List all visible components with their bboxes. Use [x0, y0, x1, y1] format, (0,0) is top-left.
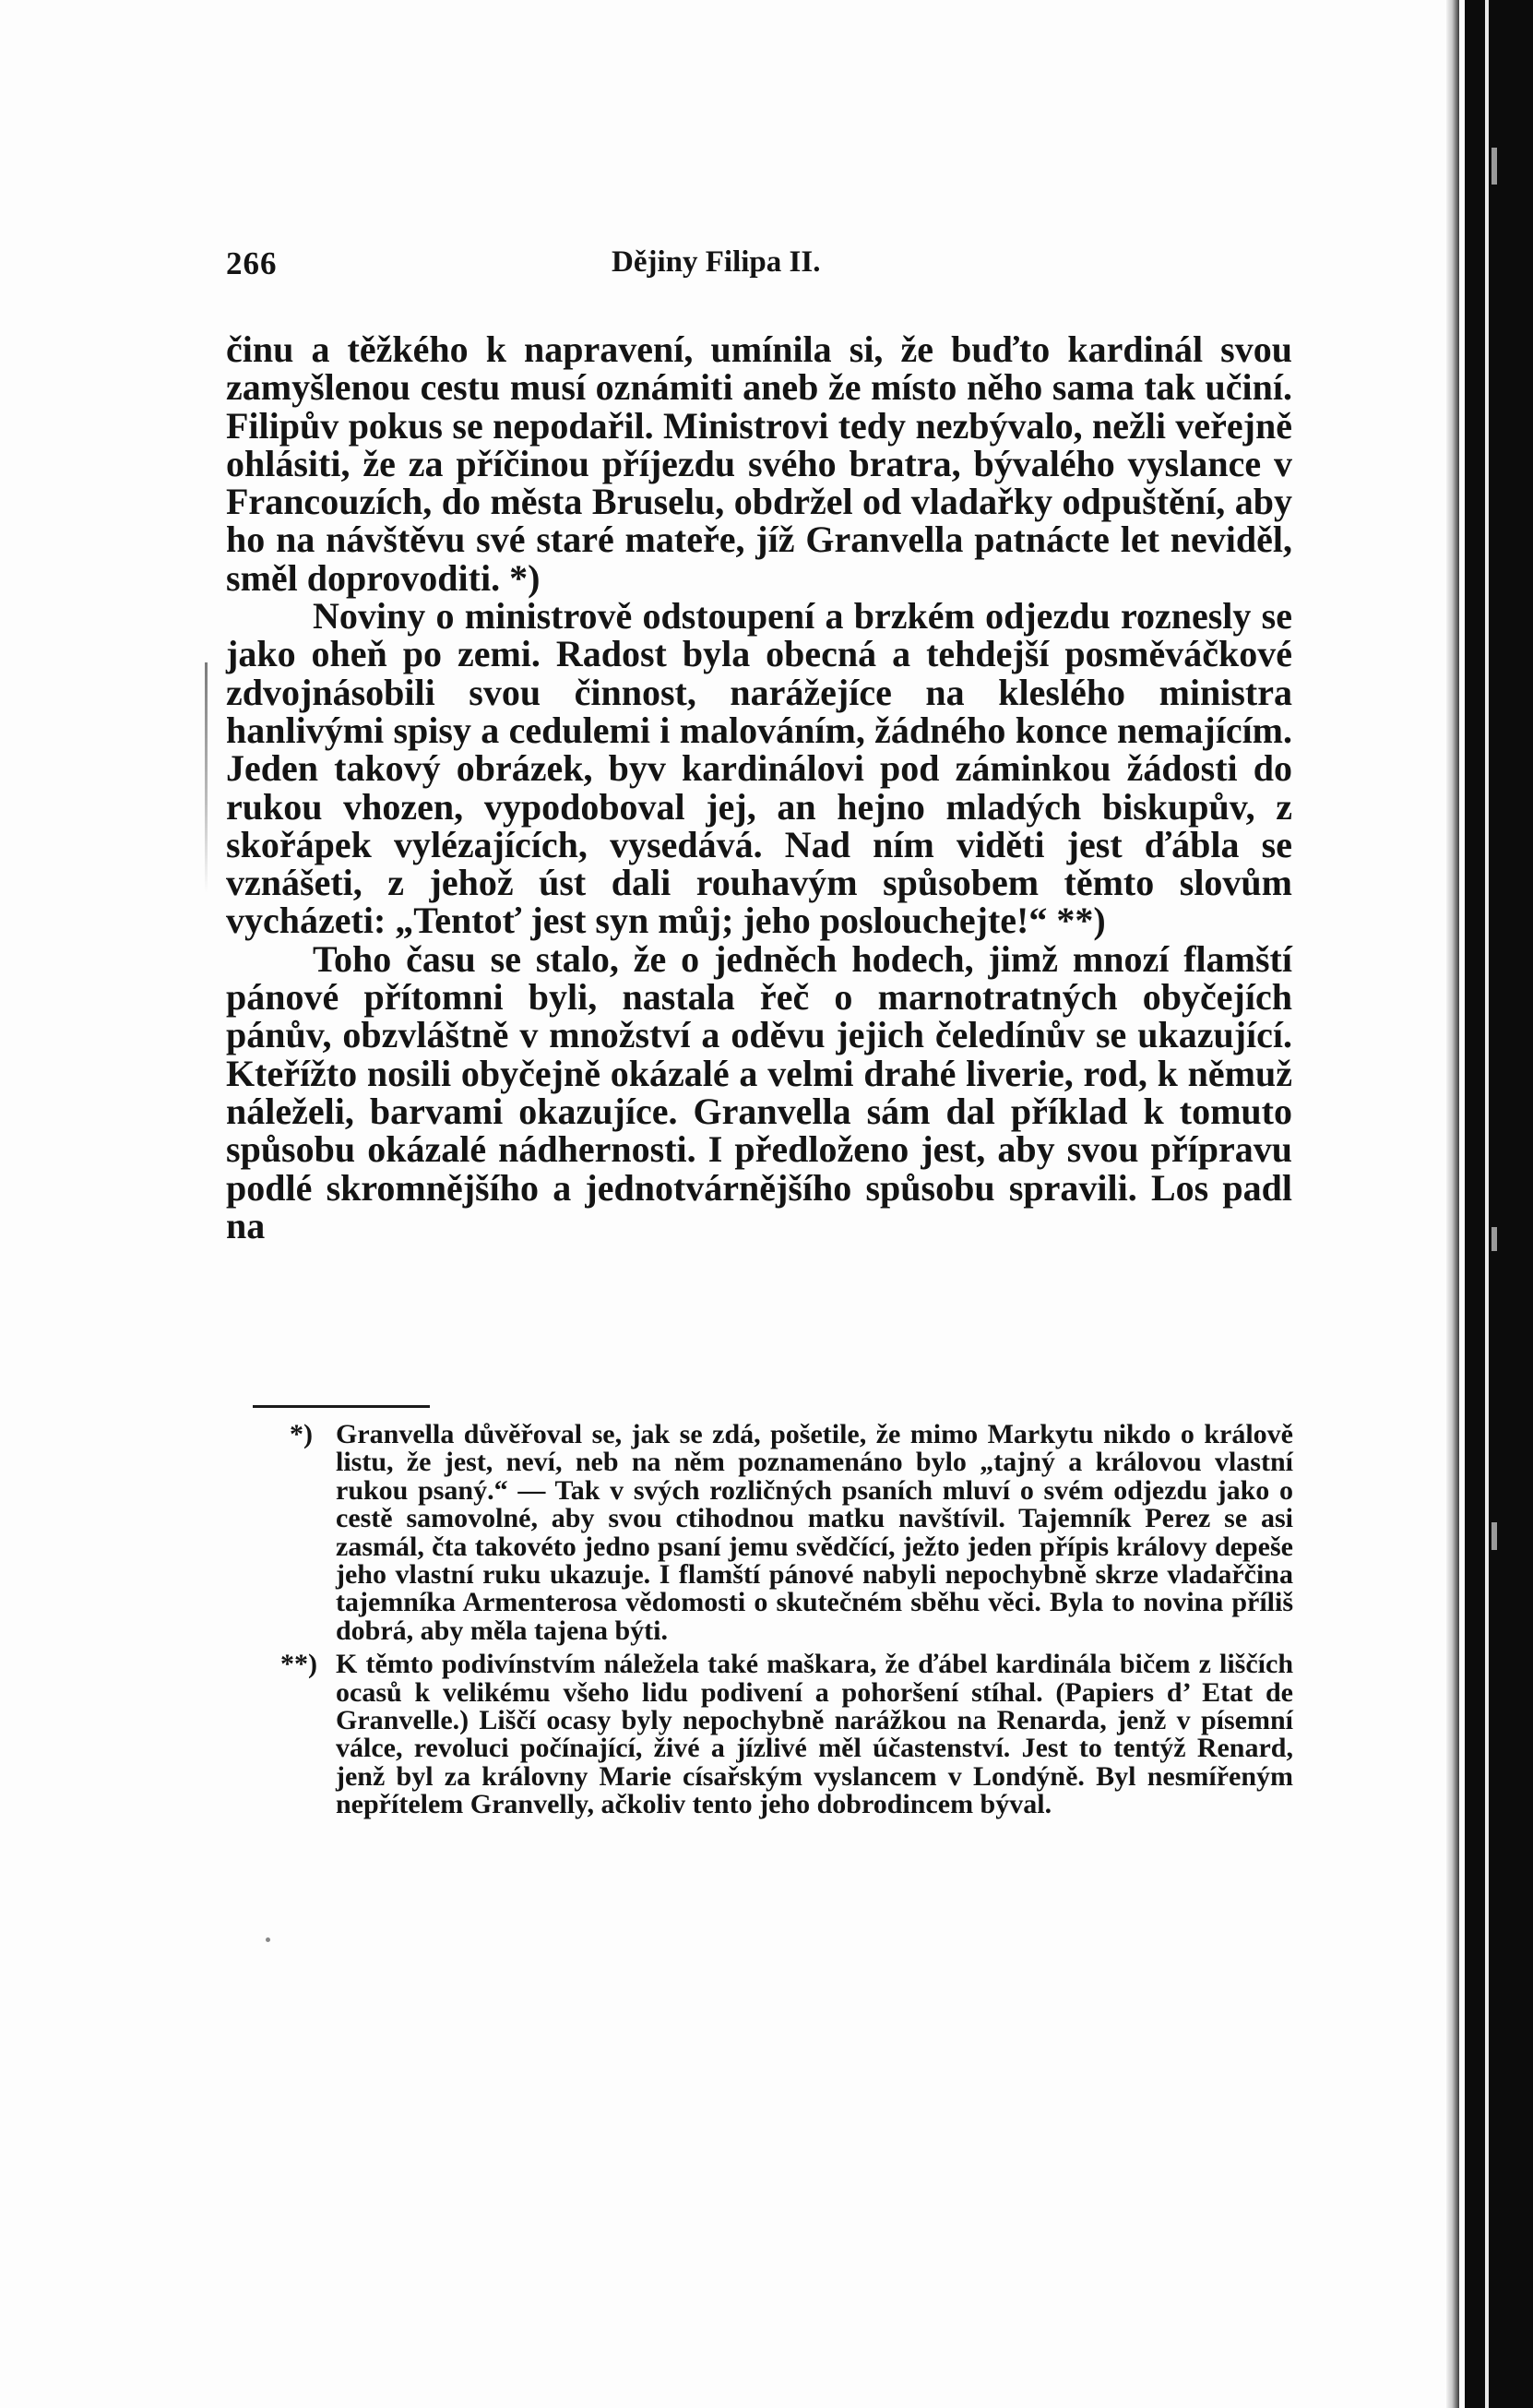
paragraph: činu a těžkého k napravení, umínila si, že buďto kardinál svou zamyšlenou cestu musí oznámiti aneb že místo něho sama tak učiní. Filipův pokus se nepodařil. Ministrovi tedy nezbývalo, nežli veřejně ohlásiti, že za příčinou příjezdu svého bratra, bývalého vyslance v Francouzích, do města Bruselu, obdržel od vladařky odpuštění, aby ho na návštěvu své staré mateře, jíž Granvella patnácte let neviděl, směl doprovoditi. *)	[226, 328, 1292, 599]
footnote	[280, 1649, 1293, 1820]
footnote-separator	[253, 1405, 430, 1408]
footnote-marker: *)	[290, 1419, 313, 1449]
scan-edge-highlight	[1485, 0, 1489, 2408]
scan-edge-fleck	[1491, 1522, 1497, 1550]
running-title: Dějiny Filipa II.	[612, 245, 821, 279]
footnotes	[280, 1419, 1293, 1820]
scan-edge-fleck	[1491, 1227, 1497, 1251]
scan-edge-shadow	[1446, 0, 1459, 2408]
paragraph: Toho času se stalo, že o jedněch hodech, jimž mnozí flamští pánové přítomni byli, nastala řeč o marnotratných obyčejích pánův, obzvláštně v množství a oděvu jejich čeledínův se ukazující. Kteřížto nosili obyčejně okázalé a velmi drahé liverie, rod, k němuž náleželi, barvami okazujíce. Granvella sám dal příklad k tomuto spůsobu okázalé nádhernosti. I předloženo jest, aby svou přípravu podlé skromnějšího a jednotvárnějšího spůsobu spravili. Los padl na	[226, 937, 1292, 1246]
scan-speck	[266, 1937, 270, 1942]
footnote-marker: **)	[280, 1649, 317, 1680]
paragraph: Noviny o ministrově odstoupení a brzkém odjezdu roznesly se jako oheň po zemi. Radost byla obecná a tehdejší posměváčkové zdvojnásobili svou činnost, narážejíce na kleslého ministra hanlivými spisy a cedulemi i malováním, žádného konce nemajícím. Jeden takový obrázek, byv kardinálovi pod záminkou žádosti do rukou vhozen, vypodoboval jej, an hejno mladých biskupův, z skořápek vylézajících, vysedává. Nad ním viděti jest ďábla se vznášeti, z jehož úst dali rouhavým spůsobem těmto slovům vycházeti: „Tentoť jest syn můj; jeho poslouchejte!“ **)	[226, 595, 1292, 942]
footnote	[286, 1421, 1293, 1645]
running-head	[226, 245, 1296, 286]
footnote-text: Granvella důvěřoval se, jak se zdá, pošetile, že mimo Markytu nikdo o králově listu, že jest, neví, neb na něm poznamenáno bylo „tajný a královou vlastní rukou psaný.“ — Tak v svých rozličných psaních mluví o svém odjezdu jako o cestě samovolné, aby svou ctihodnou matku navštívil. Tajemník Perez se asi zasmál, čta takovéto jedno psaní jemu svědčící, ježto jeden přípis královy depeše jeho vlastní ruku ukazuje. I flamští pánové nabyli nepochybně skrze vladařčina tajemníka Armenterosa vědomosti o skutečném sběhu věci. Byla to novina příliš dobrá, aby měla tajena býti.	[336, 1419, 1293, 1646]
footnote-text: K těmto podivínstvím náležela také maškara, že ďábel kardinála bičem z liščích ocasů k velikému všeho lidu podivení a pohoršení stíhal. (Papiers d’ Etat de Granvelle.) Liščí ocasy byly nepochybně narážkou na Renarda, jenž v písemní válce, revoluci počínající, živé a jízlivé měl účastenství. Jest to tentýž Renard, jenž byl za královny Marie císařským vyslancem v Londýně. Byl nesmířeným nepřítelem Granvelly, ačkoliv tento jeho dobrodincem býval.	[336, 1649, 1293, 1820]
margin-pencil-mark	[205, 662, 208, 893]
scan-edge-dark	[1465, 0, 1533, 2408]
scan-edge-fleck	[1491, 148, 1497, 185]
main-text	[226, 330, 1292, 1245]
page-number: 266	[226, 245, 278, 281]
